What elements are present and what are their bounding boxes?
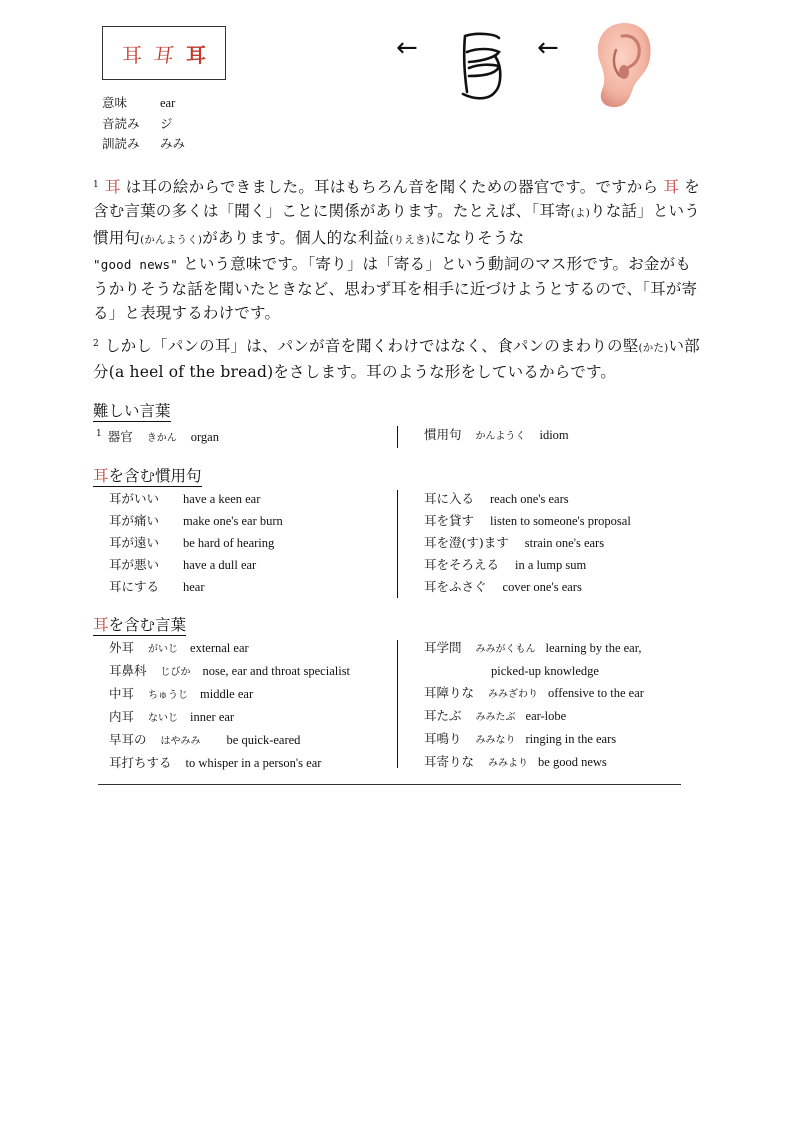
paragraph-1-text-b: ら [642, 178, 659, 196]
difficult-word-left [96, 424, 219, 449]
word-reading: がいじ [148, 644, 179, 655]
paragraph-1-text-d: り [590, 202, 606, 221]
idiom-en: hear [183, 580, 205, 594]
list-item [109, 683, 350, 706]
idiom-jp: 耳をふさぐ [424, 579, 487, 594]
paragraph-2-number: 2 [93, 339, 99, 349]
bottom-rule-divider [98, 784, 681, 785]
idiom-jp: 耳に入る [424, 491, 475, 506]
idiom-jp: 耳をそろえる [424, 557, 500, 572]
idiom-jp: 耳が痛い [109, 513, 160, 528]
word-en: offensive to the ear [548, 686, 644, 700]
paragraph-1-text-c: を含む言葉の多くは「聞く」ことに関係があります。たとえば、「耳寄 [93, 178, 700, 221]
list-item [424, 705, 644, 728]
kanji-forms-box [102, 26, 226, 80]
list-item [109, 706, 350, 729]
word-en: be quick-eared [226, 733, 301, 747]
paragraph-2 [93, 332, 705, 385]
difficult-word-term-2: 慣用句 [424, 427, 462, 442]
word-reading: みみざわり [488, 689, 539, 700]
word-jp: 耳鳴り [424, 731, 462, 746]
idiom-en: reach one's ears [490, 492, 569, 506]
word-reading: みみより [488, 758, 529, 769]
list-item [109, 510, 283, 532]
idiom-jp: 耳が遠い [109, 535, 160, 550]
idiom-en: have a dull ear [183, 558, 257, 572]
paragraph-1 [93, 173, 705, 326]
list-item [424, 532, 631, 554]
onyomi-value: ジ [160, 115, 173, 131]
idioms-heading-kanji: 耳 [93, 467, 109, 485]
word-jp: 中耳 [109, 686, 135, 701]
word-en: inner ear [190, 710, 235, 724]
list-item [109, 554, 283, 576]
list-item [424, 660, 644, 682]
idiom-en: make one's ear burn [183, 514, 283, 528]
difficult-word-reading: きかん [146, 433, 177, 444]
kanji-form-bold: 耳 [186, 42, 206, 67]
words-heading-text: を含む言葉 [108, 616, 187, 634]
list-item [424, 576, 631, 598]
paragraph-1-text-f: があります。個人的な利益 [202, 228, 390, 247]
word-reading: みみなり [475, 735, 516, 746]
idioms-heading-text: を含む慣用句 [108, 467, 202, 485]
word-en: middle ear [200, 687, 254, 701]
difficult-word-right [424, 424, 569, 447]
idiom-jp: 耳にする [109, 579, 160, 594]
word-jp: 早耳の [109, 732, 147, 747]
meaning-row [102, 93, 185, 114]
idiom-jp: 耳を澄(す)ます [424, 535, 509, 550]
idiom-en: listen to someone's proposal [490, 514, 631, 528]
words-right-list [424, 637, 644, 774]
idiom-en: in a lump sum [515, 558, 587, 572]
idioms-heading [93, 467, 202, 487]
list-item [424, 488, 631, 510]
paragraph-1-text-a: は耳の絵からできました。耳はもちろん音を聞くための器官です。ですか [125, 178, 643, 196]
paragraph-2-text-b: い部分(a heel of the bread)をさします。耳のような形をしているからです。 [93, 337, 700, 382]
word-reading: ちゅうじ [148, 690, 189, 701]
kanji-form-seal: 耳 [152, 42, 176, 67]
meaning-value: ear [160, 96, 176, 110]
kanji-red-1: 耳 [104, 178, 121, 196]
paragraph-2-text-a: しかし「パンの耳」は、パンが音を聞くわけではなく、食パンのまわりの堅 [104, 337, 639, 355]
word-reading: みみがくもん [475, 644, 536, 655]
idiom-en: strain one's ears [524, 536, 605, 550]
idiom-jp: 耳が悪い [109, 557, 160, 572]
word-reading: みみたぶ [475, 712, 516, 723]
words-heading [93, 616, 186, 636]
word-jp: 耳打ちする [109, 755, 172, 770]
idioms-left-list [109, 488, 283, 598]
furigana-kata: (かた) [638, 342, 669, 354]
word-en: ear-lobe [525, 709, 567, 723]
difficult-word-number: 1 [96, 429, 102, 439]
kanji-red-2: 耳 [663, 178, 680, 196]
list-item [424, 682, 644, 705]
word-reading: はやみみ [160, 736, 201, 747]
word-en: learning by the ear, [545, 641, 642, 655]
word-jp: 耳寄りな [424, 754, 475, 769]
paragraph-1-text-e: な話」という慣用句 [93, 202, 700, 247]
arrow-left-icon-2: ← [537, 33, 559, 63]
arrow-left-icon-1: ← [396, 33, 418, 63]
difficult-word-english: organ [190, 430, 219, 444]
word-jp: 耳たぶ [424, 708, 462, 723]
difficult-word-english-2: idiom [539, 428, 569, 442]
kanji-form-modern: 耳 [122, 42, 142, 67]
list-item [424, 510, 631, 532]
list-item [109, 752, 350, 774]
list-item [109, 637, 350, 660]
list-item [424, 751, 644, 774]
word-jp: 内耳 [109, 709, 135, 724]
furigana-rieki: (りえき) [389, 233, 431, 246]
good-news-quote: "good news" [93, 256, 178, 272]
furigana-yo: (よ) [570, 207, 591, 220]
list-item [109, 488, 283, 510]
words-left-list [109, 637, 350, 774]
column-divider-3 [397, 640, 398, 768]
list-item [109, 660, 350, 683]
idiom-en: cover one's ears [502, 580, 582, 594]
word-en: ringing in the ears [525, 732, 617, 746]
idioms-right-list [424, 488, 631, 598]
idiom-jp: 耳がいい [109, 491, 160, 506]
list-item [424, 554, 631, 576]
kunyomi-label: 訓読み [102, 136, 140, 151]
word-reading: ないじ [148, 713, 179, 724]
furigana-kanyouku: (かんようく) [140, 233, 203, 246]
word-en: external ear [190, 641, 249, 655]
paragraph-1-text-j: 「耳が寄る」と表現するわけです。 [93, 280, 698, 323]
list-item [109, 729, 350, 752]
column-divider-2 [397, 490, 398, 598]
meaning-label: 意味 [102, 95, 128, 110]
list-item [424, 637, 644, 660]
word-en-continued: picked-up knowledge [491, 664, 599, 678]
word-jp: 外耳 [109, 640, 135, 655]
words-heading-kanji: 耳 [93, 616, 109, 634]
difficult-word-reading-2: かんようく [475, 431, 526, 442]
column-divider-1 [397, 426, 398, 448]
ear-illustration-icon [590, 20, 656, 110]
idiom-jp: 耳を貸す [424, 513, 475, 528]
idiom-en: be hard of hearing [183, 536, 275, 550]
onyomi-row [102, 114, 185, 135]
word-jp: 耳学問 [424, 640, 462, 655]
word-jp: 耳鼻科 [109, 663, 147, 678]
word-en: be good news [538, 755, 607, 769]
idiom-en: have a keen ear [183, 492, 261, 506]
difficult-words-heading: 難しい言葉 [93, 402, 171, 420]
word-jp: 耳障りな [424, 685, 475, 700]
onyomi-label: 音読み [102, 115, 140, 131]
paragraph-1-text-i: もうかりそうな話を聞いたときなど、思わず耳を相手に近づけようとするので、 [93, 254, 692, 299]
word-reading: じびか [160, 667, 191, 678]
paragraph-1-text-h: という意味です。「寄り」は「寄る」という動詞のマス形です。お金が [183, 254, 676, 273]
kunyomi-row [102, 134, 185, 155]
difficult-word-term: 器官 [107, 429, 133, 444]
ear-pictograph-icon [455, 28, 509, 104]
paragraph-1-text-g: になりそうな [430, 228, 525, 247]
kunyomi-value: みみ [160, 136, 186, 151]
list-item [424, 728, 644, 751]
paragraph-1-number: 1 [93, 180, 99, 190]
word-en: nose, ear and throat specialist [202, 664, 351, 678]
kanji-readings [102, 93, 185, 155]
word-en: to whisper in a person's ear [185, 756, 322, 770]
list-item [109, 532, 283, 554]
list-item [109, 576, 283, 598]
